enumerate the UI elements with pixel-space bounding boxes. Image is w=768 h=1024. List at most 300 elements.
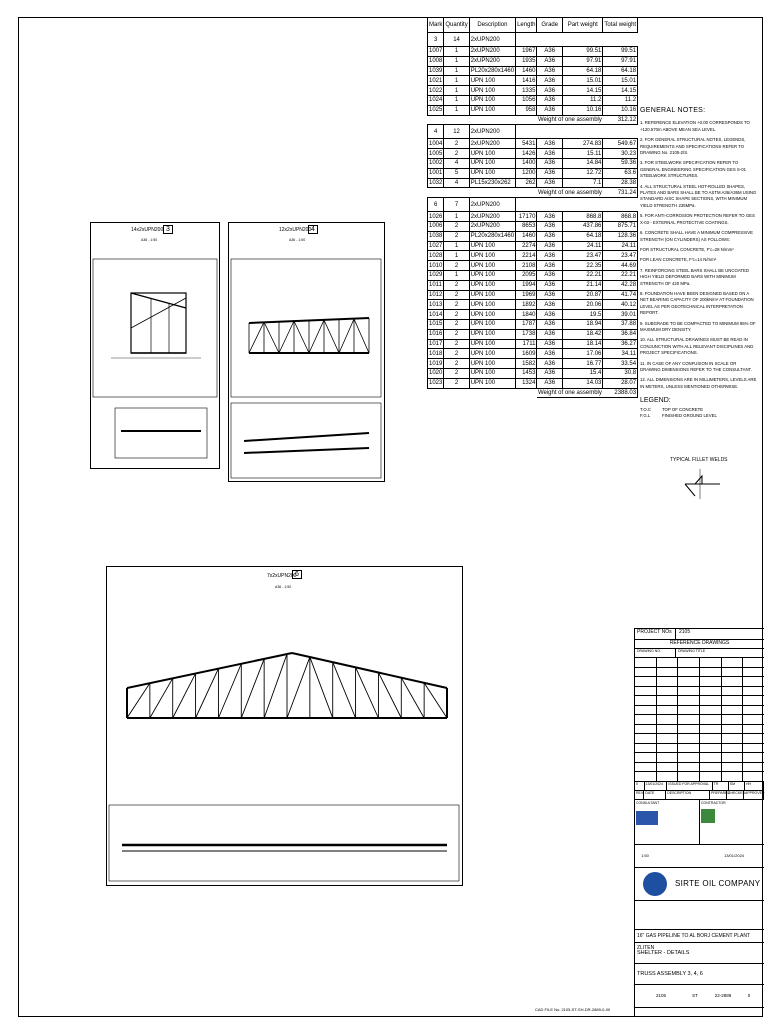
bom-cell: A36 xyxy=(537,158,563,168)
detail-4-scale: A36 - 1:50 xyxy=(289,238,306,242)
revision-col-header: APPROVED xyxy=(744,791,764,799)
bom-cell: 18.94 xyxy=(563,319,603,329)
bom-header-row xyxy=(428,18,638,33)
bom-cell: 64.18 xyxy=(603,66,638,76)
bom-cell: A36 xyxy=(537,290,563,300)
bom-cell: 28.07 xyxy=(603,378,638,388)
reference-grid xyxy=(635,658,764,782)
bom-cell: 1026 xyxy=(429,213,443,220)
reference-grid-row xyxy=(635,687,764,697)
bom-cell: 2 xyxy=(444,261,469,271)
contractor-label: CONTRACTOR xyxy=(701,800,726,805)
general-note: 10. ALL STRUCTURAL DRAWINGS MUST BE READ IN CONJUNCTION WITH ALL RELEVANT DISCIPLINES AND PROJECT SPECIFICATIONS. xyxy=(640,337,754,356)
bom-cell: 1006 xyxy=(429,223,443,230)
bom-cell: 875.71 xyxy=(603,221,638,231)
general-note: 9. SUBGRADE TO BE COMPACTED TO MINIMUM 95% OF MAXIMUM DRY DENSITY. xyxy=(640,320,756,332)
general-note: 8. FOUNDATION HAVE BEEN DESIGNED BASED ON A NET BEARING CAPACITY OF 200kN/m² AT FOUNDATION LEVEL AS PER GEOTECHNICAL INTERPRETATION REPORT. xyxy=(640,290,754,316)
bom-cell: 868.8 xyxy=(603,212,638,222)
scale-value: 1:50 xyxy=(641,853,649,858)
bom-cell: 1032 xyxy=(429,179,443,186)
reference-grid-row xyxy=(635,677,764,687)
client-name: SIRTE OIL COMPANY xyxy=(675,879,761,888)
bom-cell: 20.87 xyxy=(563,290,603,300)
bom-cell: 14.03 xyxy=(563,378,603,388)
revision-cell: SM xyxy=(729,782,745,790)
reference-grid-row xyxy=(635,744,764,754)
bom-row xyxy=(428,329,638,339)
bom-cell: 1 xyxy=(444,95,469,105)
bom-cell: A36 xyxy=(537,95,563,105)
bom-cell: 1016 xyxy=(429,331,443,338)
bom-cell: 1056 xyxy=(516,95,537,105)
bom-group-qty: 14 xyxy=(444,33,469,47)
ref-col-drawing-no: DRAWING NO. xyxy=(635,649,676,657)
bom-cell: 1007 xyxy=(429,48,443,55)
bom-cell: 22.21 xyxy=(603,270,638,280)
truss-diagonal-member xyxy=(310,657,333,718)
reference-grid-row xyxy=(635,668,764,678)
bom-cell: 1027 xyxy=(429,242,443,249)
bom-row xyxy=(428,270,638,280)
bom-cell: 1 xyxy=(444,66,469,76)
drawing-no-field: 22-2889 xyxy=(714,993,732,998)
bom-cell: A36 xyxy=(537,86,563,96)
bom-cell: 99.51 xyxy=(563,47,603,57)
bom-row xyxy=(428,368,638,378)
weld-title: TYPICAL FILLET WELDS xyxy=(670,457,728,464)
bom-cell: UPN 100 xyxy=(469,149,515,159)
bom-cell: 1 xyxy=(444,270,469,280)
bom-cell: 1002 xyxy=(429,160,443,167)
revision-cell: 13/01/2024 xyxy=(645,782,668,790)
bom-cell: A36 xyxy=(537,139,563,149)
truss-diagonal-member xyxy=(218,664,241,718)
bom-cell: 11.2 xyxy=(603,95,638,105)
bom-row xyxy=(428,66,638,76)
bom-cell: 2 xyxy=(444,290,469,300)
bom-cell: 958 xyxy=(516,105,537,115)
general-note: 5. FOR ANTI-CORROSION PROTECTION REFER TO GES X-03 - EXTERNAL PROTECTIVE COATINGS. xyxy=(640,213,755,225)
bom-cell: 1 xyxy=(444,56,469,66)
bom-cell: 1994 xyxy=(516,280,537,290)
bom-row xyxy=(428,56,638,66)
revision-cell: TR xyxy=(713,782,729,790)
bom-cell: 2 xyxy=(444,339,469,349)
bom-cell: 37.88 xyxy=(603,319,638,329)
bom-cell: 274.83 xyxy=(563,139,603,149)
bom-cell: 549.67 xyxy=(603,139,638,149)
bom-cell: 17.06 xyxy=(563,349,603,359)
bom-cell: A36 xyxy=(537,368,563,378)
bom-cell: 14.15 xyxy=(563,86,603,96)
bom-cell: 2 xyxy=(444,280,469,290)
revision-col-header: DATE xyxy=(644,791,666,799)
bom-cell: 1019 xyxy=(429,360,443,367)
bom-row xyxy=(428,212,638,222)
general-note: 2. FOR GENERAL STRUCTURAL NOTES, LEGENDS, REQUIREMENTS AND SPECIFICATIONS REFER TO DRAWING No. 2105-2/S. xyxy=(640,137,746,156)
bom-cell: 437.86 xyxy=(563,221,603,231)
general-notes-title: GENERAL NOTES: xyxy=(640,107,706,114)
bom-weight-row xyxy=(428,388,638,398)
bom-weight-row xyxy=(428,115,638,125)
bom-cell: 15.01 xyxy=(563,76,603,86)
revision-col-header: REV xyxy=(635,791,644,799)
bom-cell: A36 xyxy=(537,168,563,178)
bom-cell: UPN 100 xyxy=(469,378,515,388)
bom-cell: 1025 xyxy=(429,107,443,114)
bom-group-qty: 7 xyxy=(444,198,469,212)
bom-cell: 1 xyxy=(444,47,469,57)
revision-col-header: PREPARED xyxy=(710,791,727,799)
bom-cell: A36 xyxy=(537,212,563,222)
bom-cell: 1001 xyxy=(429,170,443,177)
truss-diagonal-member xyxy=(127,683,150,718)
bom-cell: 14.15 xyxy=(603,86,638,96)
bom-cell: 18.14 xyxy=(563,339,603,349)
bom-row xyxy=(428,221,638,231)
bom-cell: UPN 100 xyxy=(469,251,515,261)
bom-cell: PL20x280x1460 xyxy=(470,67,515,74)
bom-group-qty: 12 xyxy=(444,125,469,139)
bom-cell: 1935 xyxy=(516,56,537,66)
drawing-number-row xyxy=(635,985,764,1008)
general-note: 3. FOR STEELWORK SPECIFICATION REFER TO GENERAL ENGINEERING SPECIFICATION GES S-01 STEELWORK STRUCTURES. xyxy=(640,160,747,179)
bom-cell: 1018 xyxy=(429,350,443,357)
rev-field: 0 xyxy=(747,993,751,998)
bom-cell: A36 xyxy=(537,76,563,86)
bom-cell: 36.27 xyxy=(603,339,638,349)
bom-cell: 1582 xyxy=(516,359,537,369)
bom-row xyxy=(428,251,638,261)
bom-cell: 15.4 xyxy=(563,368,603,378)
bom-cell: 16.77 xyxy=(563,359,603,369)
truss-diagonal-member xyxy=(356,667,379,718)
revision-cell: 0 xyxy=(635,782,645,790)
bom-weight-value: 2388.03 xyxy=(603,388,638,398)
bom-cell: UPN 100 xyxy=(469,280,515,290)
bom-cell: 22.21 xyxy=(563,270,603,280)
ref-col-drawing-title: DRAWING TITLE xyxy=(678,649,706,653)
bom-group-mark: 4 xyxy=(428,125,444,139)
bom-row xyxy=(428,261,638,271)
bom-cell: UPN 100 xyxy=(469,86,515,96)
general-notes xyxy=(640,108,758,502)
bom-cell: 2xUPN200 xyxy=(469,56,515,66)
client-logo-icon xyxy=(643,872,667,896)
bom-cell: 1 xyxy=(444,241,469,251)
bom-row xyxy=(428,359,638,369)
fillet-weld-symbol xyxy=(680,464,750,500)
bom-cell: 8653 xyxy=(516,221,537,231)
bom-cell: 1453 xyxy=(516,368,537,378)
bom-header-grade: Grade xyxy=(537,18,563,33)
bom-group-header xyxy=(428,33,638,47)
client-row xyxy=(635,868,764,901)
bom-cell: 36.84 xyxy=(603,329,638,339)
bom-cell: 10.16 xyxy=(563,105,603,115)
bom-cell: UPN 100 xyxy=(469,261,515,271)
bom-row xyxy=(428,149,638,159)
reference-grid-row xyxy=(635,696,764,706)
bom-cell: UPN 100 xyxy=(469,168,515,178)
general-note: 11. IN CASE OF ANY CONFUSION IN SCALE OR DRAWING DIMENSIONS REFER TO THE CONSULTANT. xyxy=(640,360,752,372)
detail-4-number: 4 xyxy=(308,225,318,234)
bom-cell: UPN 100 xyxy=(469,359,515,369)
general-note: 7. REINFORCING STEEL BARS SHALL BE UNCOATED HIGH YIELD DEFORMED BARS WITH MINIMUM STRENGTH OF 420 MPa. xyxy=(640,267,749,286)
scale-date-row xyxy=(635,845,764,868)
bom-group-desc: 2xUPN200 xyxy=(469,198,515,212)
reference-grid-row xyxy=(635,772,764,782)
detail-3-scale: A36 - 1:50 xyxy=(141,238,158,242)
bom-cell: A36 xyxy=(537,359,563,369)
bom-row xyxy=(428,290,638,300)
bom-weight-row xyxy=(428,188,638,198)
bom-cell: 1711 xyxy=(516,339,537,349)
bom-cell: 2 xyxy=(444,310,469,320)
bom-cell: A36 xyxy=(537,56,563,66)
bom-cell: 1029 xyxy=(429,272,443,279)
bom-cell: A36 xyxy=(537,241,563,251)
bom-cell: 64.18 xyxy=(563,231,603,241)
bom-cell: 1 xyxy=(444,86,469,96)
bom-row xyxy=(428,241,638,251)
bom-cell: A36 xyxy=(537,66,563,76)
bom-cell: 22.35 xyxy=(563,261,603,271)
bom-cell: 10.16 xyxy=(603,105,638,115)
bom-row xyxy=(428,76,638,86)
revision-row xyxy=(635,782,764,791)
general-note: 6. CONCRETE SHALL HAVE A MINIMUM COMPRESSIVE STRENGTH (ON CYLINDERS) AS FOLLOWS: xyxy=(640,230,753,242)
consultant-cell xyxy=(635,800,700,844)
title-block xyxy=(634,628,764,1017)
bom-header-part-weight: Part weight xyxy=(563,18,603,33)
bom-cell: 44.69 xyxy=(603,261,638,271)
bom-cell: 14.84 xyxy=(563,158,603,168)
bom-cell: UPN 100 xyxy=(469,76,515,86)
bom-cell: 63.6 xyxy=(603,168,638,178)
project-field: 2105 xyxy=(655,993,666,998)
bom-cell: 23.47 xyxy=(603,251,638,261)
bom-cell: A36 xyxy=(537,221,563,231)
bom-cell: UPN 100 xyxy=(469,349,515,359)
bom-cell: A36 xyxy=(537,270,563,280)
bom-cell: 1038 xyxy=(429,233,443,240)
bom-cell: 17170 xyxy=(516,212,537,222)
bom-cell: A36 xyxy=(537,300,563,310)
bom-cell: 2 xyxy=(444,329,469,339)
bom-row xyxy=(428,280,638,290)
bom-cell: 2 xyxy=(444,139,469,149)
bom-cell: 30.23 xyxy=(603,149,638,159)
detail-4-panel xyxy=(228,222,385,482)
bom-cell: 12.72 xyxy=(563,168,603,178)
bom-group-desc: 2xUPN200 xyxy=(469,33,515,47)
bom-cell: UPN 100 xyxy=(469,105,515,115)
bom-cell: 21.14 xyxy=(563,280,603,290)
bom-cell: 24.11 xyxy=(603,241,638,251)
bom-cell: 2095 xyxy=(516,270,537,280)
bom-cell: 34.11 xyxy=(603,349,638,359)
bom-cell: 1008 xyxy=(429,58,443,65)
bom-row xyxy=(428,300,638,310)
bom-cell: 1039 xyxy=(429,67,443,74)
bom-cell: A36 xyxy=(537,319,563,329)
project-title: 16" GAS PIPELINE TO AL BORJ CEMENT PLANT ZLITEN xyxy=(635,930,764,943)
bom-weight-value: 731.24 xyxy=(603,188,638,198)
bom-cell: UPN 100 xyxy=(469,339,515,349)
bom-cell: 97.91 xyxy=(563,56,603,66)
bom-row xyxy=(428,168,638,178)
bom-cell: 2xUPN200 xyxy=(469,139,515,149)
bom-cell: 2xUPN200 xyxy=(469,221,515,231)
bom-group-header xyxy=(428,125,638,139)
truss-diagonal-member xyxy=(241,659,264,718)
bom-row xyxy=(428,158,638,168)
bom-cell: 2 xyxy=(444,221,469,231)
bom-cell: 1013 xyxy=(429,301,443,308)
bom-cell: 11.2 xyxy=(563,95,603,105)
bom-cell: 33.54 xyxy=(603,359,638,369)
bom-cell: 1017 xyxy=(429,340,443,347)
bom-row xyxy=(428,105,638,115)
bom-row xyxy=(428,310,638,320)
truss-diagonal-member xyxy=(150,678,173,718)
bom-cell: PL15x230x262 xyxy=(469,178,515,188)
bom-row xyxy=(428,47,638,57)
truss-diagonal-member xyxy=(173,673,196,718)
bom-cell: 2 xyxy=(444,359,469,369)
revision-col-header: DESCRIPTION xyxy=(666,791,710,799)
bom-cell: 1014 xyxy=(429,311,443,318)
bom-cell: 2 xyxy=(444,300,469,310)
bom-cell: 18.42 xyxy=(563,329,603,339)
bom-cell: 128.36 xyxy=(603,231,638,241)
general-note: FOR LEAN CONCRETE, F'c=14 N/mm² xyxy=(640,257,717,263)
bom-cell: 1021 xyxy=(429,77,443,84)
detail-6-panel xyxy=(106,566,463,886)
bom-cell: A36 xyxy=(537,329,563,339)
bom-weight-label: Weight of one assembly xyxy=(537,116,602,123)
bom-cell: 1010 xyxy=(429,262,443,269)
bom-cell: 1 xyxy=(444,251,469,261)
detail-6-title: 7x2xUPN200 xyxy=(267,573,297,579)
bom-cell: 1335 xyxy=(516,86,537,96)
bom-row xyxy=(428,349,638,359)
truss-diagonal-member xyxy=(264,654,287,718)
discipline-field: ST xyxy=(692,993,698,998)
bom-cell: 97.91 xyxy=(603,56,638,66)
reference-grid-row xyxy=(635,725,764,735)
bom-cell: 2 xyxy=(444,149,469,159)
bom-cell: 1023 xyxy=(429,380,443,387)
bom-cell: UPN 100 xyxy=(469,95,515,105)
bom-cell: 2 xyxy=(444,378,469,388)
bom-cell: 1609 xyxy=(516,349,537,359)
bom-cell: A36 xyxy=(537,349,563,359)
bom-cell: 39.01 xyxy=(603,310,638,320)
bom-cell: 1460 xyxy=(516,66,537,76)
bom-cell: 262 xyxy=(516,178,537,188)
reference-grid-row xyxy=(635,734,764,744)
bom-cell: A36 xyxy=(537,149,563,159)
bom-cell: 1 xyxy=(444,105,469,115)
consultant-logo xyxy=(636,811,658,825)
bom-cell: 1005 xyxy=(429,150,443,157)
detail-3-drawing xyxy=(91,253,219,468)
bom-cell: 868.8 xyxy=(563,212,603,222)
bom-row xyxy=(428,139,638,149)
legend-list xyxy=(640,407,758,420)
bom-cell: 40.12 xyxy=(603,300,638,310)
legend-item xyxy=(640,413,758,419)
reference-grid-row xyxy=(635,715,764,725)
bom-cell: 2274 xyxy=(516,241,537,251)
bom-cell: 1004 xyxy=(429,140,443,147)
bom-row xyxy=(428,378,638,388)
bom-cell: 1969 xyxy=(516,290,537,300)
project-no-value: 2105 xyxy=(679,629,691,635)
detail-6-scale: A36 - 1:50 xyxy=(275,585,292,589)
bom-weight-label: Weight of one assembly xyxy=(537,389,602,396)
bom-cell: 1400 xyxy=(516,158,537,168)
bom-cell: A36 xyxy=(537,47,563,57)
bom-cell: UPN 100 xyxy=(469,368,515,378)
drawing-title-2: TRUSS ASSEMBLY 3, 4, 6 xyxy=(635,964,764,985)
bom-cell: 5 xyxy=(444,168,469,178)
general-note: 12. ALL DIMENSIONS ARE IN MILLIMETERS, LEVELS ARE IN METERS, UNLESS MENTIONED OTHERWISE. xyxy=(640,377,757,389)
bom-cell: 1028 xyxy=(429,252,443,259)
truss-diagonal-member xyxy=(287,657,310,718)
bom-cell: A36 xyxy=(537,280,563,290)
reference-grid-row xyxy=(635,763,764,773)
bom-cell: 41.74 xyxy=(603,290,638,300)
bom-cell: 1840 xyxy=(516,310,537,320)
revision-columns xyxy=(635,791,764,800)
bom-cell: 1022 xyxy=(429,87,443,94)
bom-cell: 1416 xyxy=(516,76,537,86)
bom-cell: 24.11 xyxy=(563,241,603,251)
bom-cell: UPN 100 xyxy=(469,329,515,339)
bom-cell: 1738 xyxy=(516,329,537,339)
bom-cell: 2 xyxy=(444,368,469,378)
bom-row xyxy=(428,86,638,96)
detail-6-number: 6 xyxy=(292,570,302,579)
bom-cell: UPN 100 xyxy=(469,319,515,329)
reference-grid-row xyxy=(635,658,764,668)
bom-cell: 1011 xyxy=(429,282,442,289)
bom-cell: 1787 xyxy=(516,319,537,329)
bom-cell: 42.28 xyxy=(603,280,638,290)
bom-group-header xyxy=(428,198,638,212)
bom-row xyxy=(428,319,638,329)
bom-group-mark: 6 xyxy=(428,198,444,212)
bom-cell: A36 xyxy=(537,231,563,241)
bom-header-length: Length xyxy=(516,18,537,33)
bom-cell: 2108 xyxy=(516,261,537,271)
bom-cell: 64.18 xyxy=(563,66,603,76)
bom-cell: 1892 xyxy=(516,300,537,310)
bom-cell: 1015 xyxy=(429,321,443,328)
bom-cell: 1024 xyxy=(429,97,443,104)
bom-cell: 1012 xyxy=(429,291,443,298)
cad-file-label: CAD FILE No. 2105-ST-SH-DR-2889-0-00 xyxy=(535,1007,611,1012)
bom-header-quantity: Quantity xyxy=(444,18,469,33)
legend-abbr: F.G.L xyxy=(640,413,651,419)
bom-cell: 1460 xyxy=(516,231,537,241)
truss-diagonal-member xyxy=(333,662,356,718)
consultant-contractor-block xyxy=(635,800,764,845)
bom-cell: 2214 xyxy=(516,251,537,261)
